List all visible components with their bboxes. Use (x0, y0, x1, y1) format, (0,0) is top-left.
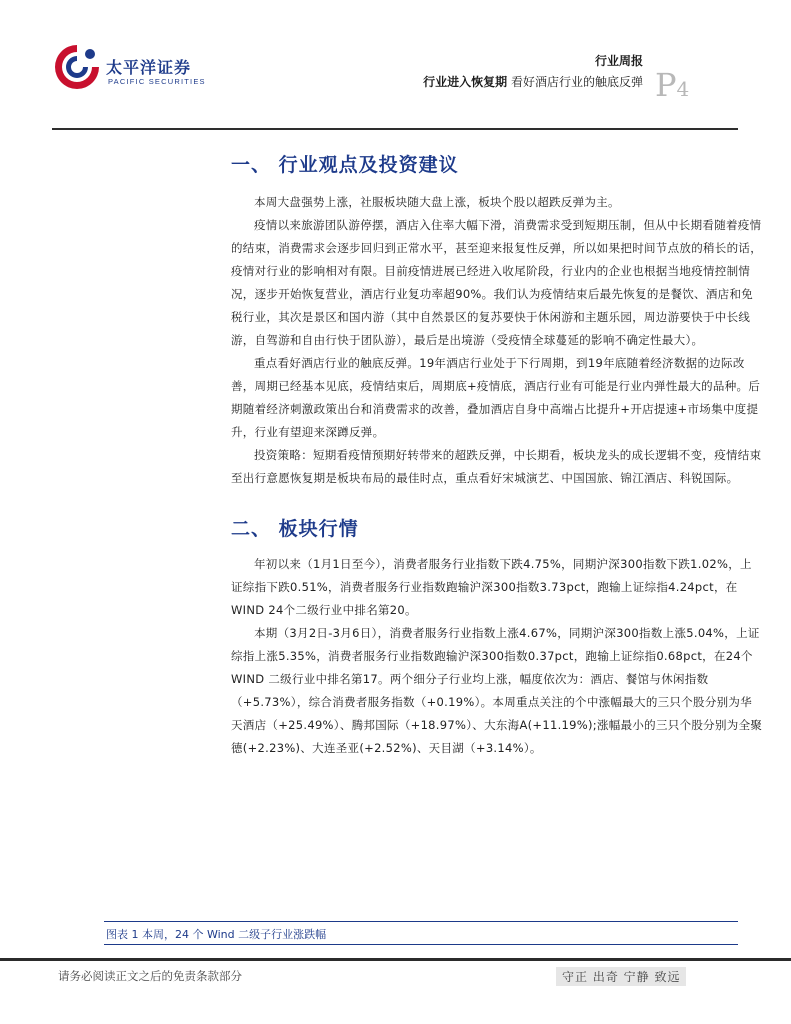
paragraph: 本周大盘强势上涨，社服板块随大盘上涨，板块个股以超跌反弹为主。 (254, 195, 620, 209)
pacific-securities-logo-icon (52, 42, 102, 92)
page-number (655, 66, 689, 104)
paragraph: 年初以来（1月1日至今），消费者服务行业指数下跌4.75%，同期沪深300指数下跌1.02%，上证综指下跌0.51%，消费者服务行业指数跑输沪深300指数3.73pct，跑输上证综指4.24pct，在WIND 24个二级行业中排名第20。 (231, 557, 752, 617)
report-type: 行业周报 (594, 54, 643, 68)
logo-english-name: PACIFIC SECURITIES (108, 77, 206, 86)
paragraph: 投资策略：短期看疫情预期好转带来的超跌反弹，中长期看，板块龙头的成长逻辑不变，疫情结束至出行意愿恢复期是板块布局的最佳时点，重点看好宋城演艺、中国国旅、锦江酒店、科锐国际。 (231, 448, 762, 485)
company-logo (52, 42, 212, 92)
footer-motto: 守正 出奇 宁静 致远 (556, 967, 686, 986)
header-divider (52, 128, 738, 130)
section-body-investment-advice (231, 191, 763, 490)
figure-caption: 图表 1 本周，24 个 Wind 二级子行业涨跌幅 (106, 928, 327, 941)
report-subtitle (423, 73, 643, 90)
footer-divider (0, 958, 791, 961)
subtitle-bold: 行业进入恢复期 (423, 75, 508, 89)
page-digit: 4 (676, 77, 690, 101)
logo-chinese-name: 太平洋证券 (106, 58, 192, 77)
section-title-investment-advice: 一、 行业观点及投资建议 (231, 154, 459, 176)
main-content (231, 150, 763, 760)
figure-caption-bottom-rule (104, 944, 738, 945)
page-letter: P (655, 66, 677, 104)
section-body-market (231, 553, 763, 760)
footer-disclaimer: 请务必阅读正文之后的免责条款部分 (58, 969, 242, 983)
subtitle-rest: 看好酒店行业的触底反弹 (510, 75, 643, 89)
paragraph: 疫情以来旅游团队游停摆，酒店入住率大幅下滑，消费需求受到短期压制，但从中长期看随着疫情的结束，消费需求会逐步回归到正常水平，甚至迎来报复性反弹，所以如果把时间节点放的稍长的话，疫情对行业的影响相对有限。目前疫情进展已经进入收尾阶段，行业内的企业也根据当地疫情控制情况，逐步开始恢复营业，酒店行业复功率超90%。我们认为疫情结束后最先恢复的是餐饮、酒店和免税行业，其次是景区和国内游（其中自然景区的复苏要快于休闲游和主题乐园，周边游要快于中长线游，自驾游和自由行快于团队游），最后是出境游（受疫情全球蔓延的影响不确定性最大）。 (231, 218, 762, 347)
figure-caption-top-rule (104, 921, 738, 922)
paragraph: 本期（3月2日-3月6日），消费者服务行业指数上涨4.67%，同期沪深300指数上涨5.04%，上证综指上涨5.35%，消费者服务行业指数跑输沪深300指数0.37pct，跑输上证综指0.68pct，在24个WIND 二级行业中排名第17。两个细分子行业均上涨，幅度依次为：酒店、餐馆与休闲指数（+5.73%），综合消费者服务指数（+0.19%）。本周重点关注的个中涨幅最大的三只个股分别为华天酒店（+25.49%）、腾邦国际（+18.97%）、大东海A(+11.19%);涨幅最小的三只个股分别为全聚德(+2.23%)、大连圣亚(+2.52%)、天目湖（+3.14%）。 (231, 626, 763, 755)
section-title-market: 二、 板块行情 (231, 518, 359, 540)
paragraph: 重点看好酒店行业的触底反弹。19年酒店行业处于下行周期，到19年底随着经济数据的边际改善，周期已经基本见底，疫情结束后，周期底+疫情底，酒店行业有可能是行业内弹性最大的品种。后期随着经济刺激政策出台和消费需求的改善，叠加酒店自身中高端占比提升+开店提速+市场集中度提升，行业有望迎来深蹲反弹。 (231, 356, 761, 439)
